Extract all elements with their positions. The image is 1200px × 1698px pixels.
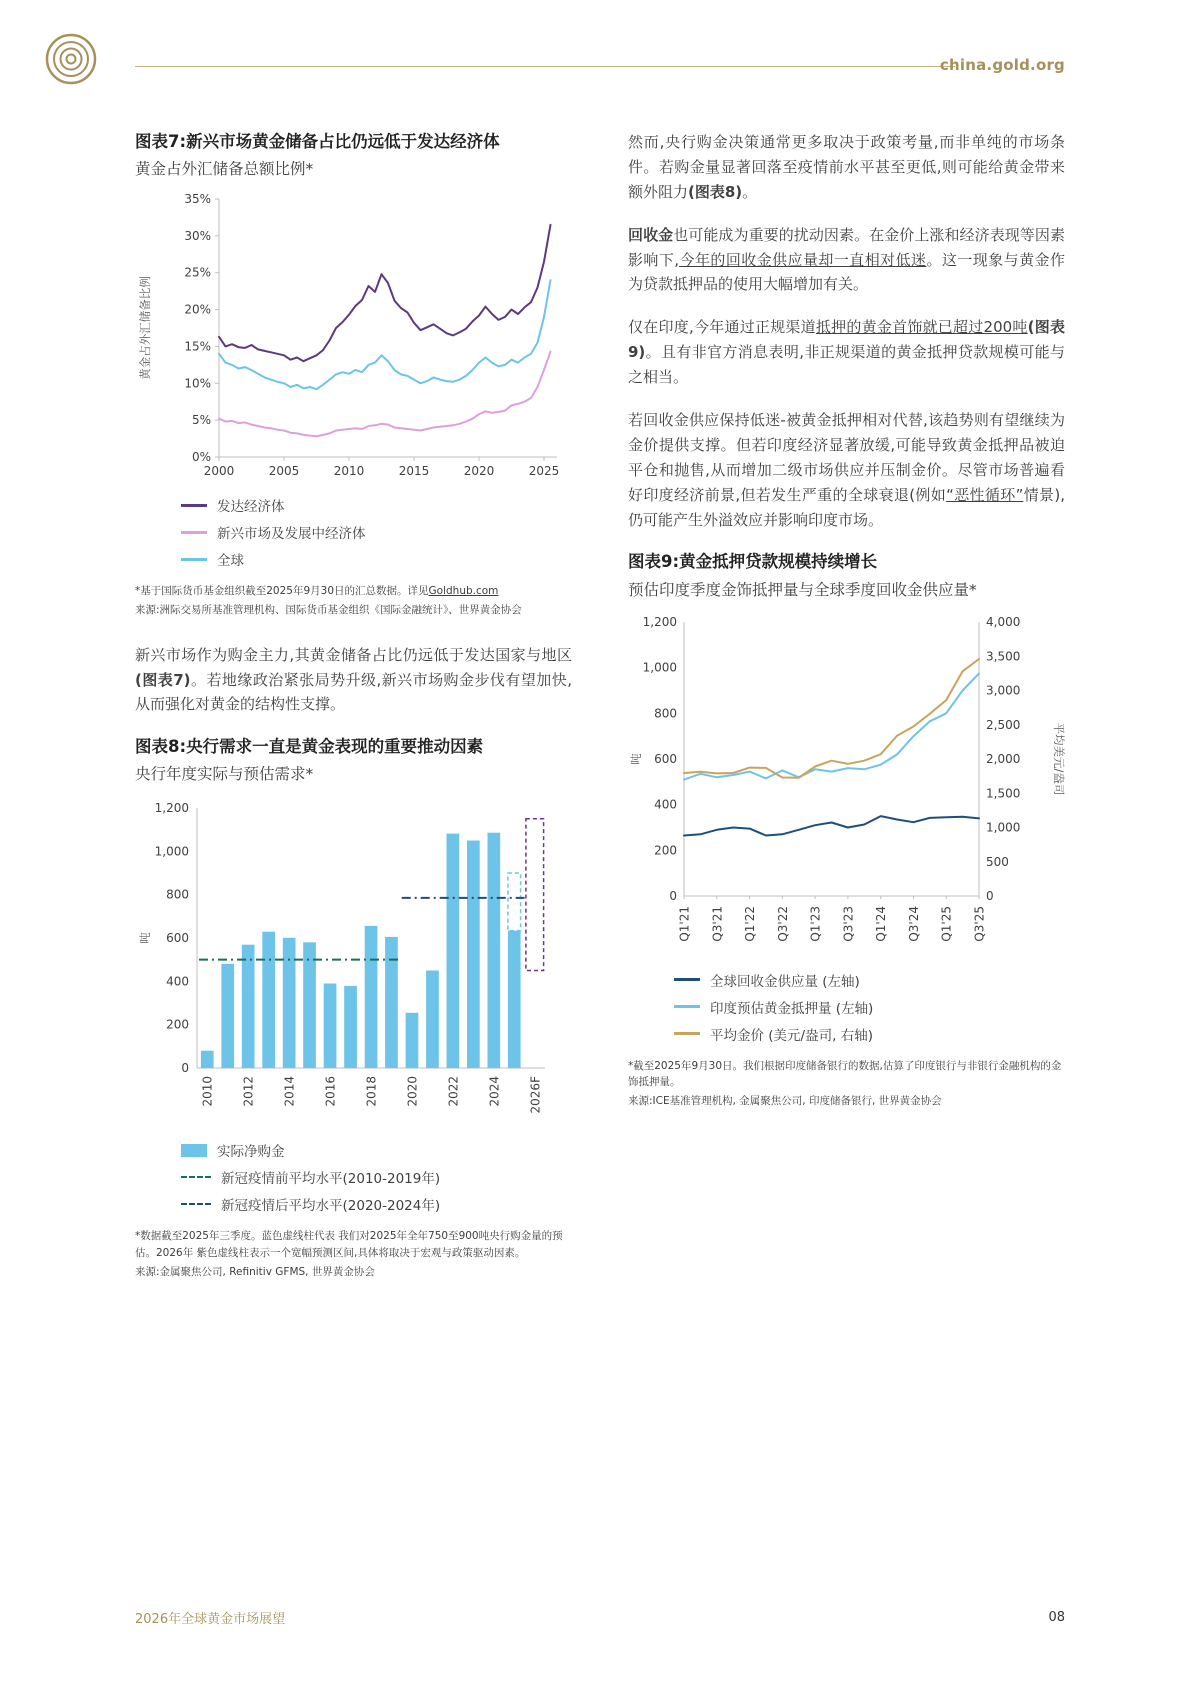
svg-text:1,000: 1,000 — [642, 660, 677, 675]
postcovid-dash-swatch — [181, 1203, 211, 1205]
svg-text:2026F: 2026F — [528, 1076, 543, 1114]
wgc-logo-icon — [44, 32, 98, 86]
svg-text:600: 600 — [166, 931, 189, 946]
chart9-subtitle: 预估印度季度金饰抵押量与全球季度回收金供应量* — [628, 580, 977, 599]
svg-text:0: 0 — [669, 888, 677, 903]
right-column — [628, 130, 1065, 1280]
chart8-footnote-line: *数据截至2025年三季度。蓝色虚线柱代表 我们对2025年全年750至900吨央行购金量的预估。2026年 紫色虚线柱表示一个宽幅预测区间,具体将取决于宏观与政策驱动因素。 — [135, 1230, 563, 1259]
svg-text:Q3'22: Q3'22 — [775, 905, 790, 942]
svg-text:1,200: 1,200 — [154, 801, 189, 816]
goldhub-link[interactable]: Goldhub.com — [428, 585, 499, 598]
svg-text:Q1'25: Q1'25 — [939, 905, 954, 942]
text-segment: 抵押的黄金首饰就已超过200吨 — [815, 318, 1028, 337]
paragraph-cb-policy — [628, 130, 1065, 205]
svg-text:35%: 35% — [184, 192, 211, 207]
legend-india-pledged — [674, 997, 1065, 1017]
header-divider — [135, 66, 955, 67]
legend-actual-net-purchases — [181, 1140, 572, 1160]
svg-text:400: 400 — [166, 974, 189, 989]
svg-text:2018: 2018 — [364, 1076, 379, 1107]
chart7-title: 图表7:新兴市场黄金储备占比仍远低于发达经济体 — [135, 132, 500, 151]
text-segment: 。 — [742, 182, 758, 201]
svg-text:2,500: 2,500 — [986, 717, 1021, 732]
legend-average-gold-price — [674, 1024, 1065, 1044]
legend-postcovid-average — [181, 1194, 572, 1214]
svg-text:2,000: 2,000 — [986, 751, 1021, 766]
svg-text:2005: 2005 — [268, 464, 300, 479]
svg-text:20%: 20% — [184, 302, 211, 317]
page-body — [135, 130, 1065, 1280]
legend-label: 平均金价 (美元/盎司, 右轴) — [710, 1027, 873, 1044]
svg-text:Q3'21: Q3'21 — [710, 905, 725, 942]
legend-developed — [181, 495, 572, 515]
svg-text:黄金占外汇储备比例: 黄金占外汇储备比例 — [138, 276, 152, 380]
svg-text:吨: 吨 — [138, 932, 152, 945]
svg-text:Q3'23: Q3'23 — [841, 905, 856, 942]
footer-page-number: 08 — [1048, 1610, 1065, 1625]
developed-line-swatch — [181, 504, 207, 507]
svg-text:Q1'24: Q1'24 — [874, 905, 889, 942]
svg-text:10%: 10% — [184, 376, 211, 391]
svg-text:4,000: 4,000 — [986, 614, 1021, 629]
svg-text:600: 600 — [654, 751, 677, 766]
chart7-footnote-line — [135, 583, 572, 599]
svg-text:1,500: 1,500 — [986, 785, 1021, 800]
svg-text:0: 0 — [986, 888, 994, 903]
chart7-footnotes — [135, 583, 572, 619]
chart7-block — [135, 130, 572, 619]
legend-precovid-average — [181, 1167, 572, 1187]
svg-text:2025: 2025 — [528, 464, 560, 479]
svg-text:2020: 2020 — [463, 464, 495, 479]
svg-text:Q1'22: Q1'22 — [743, 905, 758, 942]
text-segment: “恶性循环” — [946, 485, 1024, 504]
chart7-canvas — [135, 189, 572, 491]
chart7-legend — [181, 495, 572, 569]
svg-text:Q1'21: Q1'21 — [677, 905, 692, 942]
svg-text:25%: 25% — [184, 265, 211, 280]
chart9-source-line: 来源:ICE基准管理机构, 金属聚焦公司, 印度储备银行, 世界黄金协会 — [628, 1095, 942, 1108]
svg-text:15%: 15% — [184, 339, 211, 354]
chart7-reference: (图表7) — [135, 670, 191, 689]
svg-text:2020: 2020 — [405, 1076, 420, 1107]
svg-text:2010: 2010 — [333, 464, 365, 479]
svg-text:吨: 吨 — [629, 752, 643, 765]
paragraph-em-reserves — [135, 643, 572, 718]
svg-text:2000: 2000 — [203, 464, 235, 479]
emerging-line-swatch — [181, 531, 207, 534]
chart8-reference: (图表8) — [688, 182, 743, 201]
global-line-swatch — [181, 558, 207, 561]
chart8-legend — [181, 1140, 572, 1214]
svg-text:0: 0 — [181, 1061, 189, 1076]
text-segment: 若回收金供应保持低迷-被黄金抵押相对代替,该趋势则有望继续为金价提供支撑。但若印度经济显著放缓,可能导致黄金抵押品被迫平仓和抛售,从而增加二级市场供应并压制金价。尽管市场普遍看好印度经济前景,但若发生严重的全球衰退(例如 — [628, 411, 1065, 504]
chart9-legend — [674, 970, 1065, 1044]
svg-text:Q1'23: Q1'23 — [808, 905, 823, 942]
precovid-dash-swatch — [181, 1176, 211, 1178]
chart7-source-line: 来源:洲际交易所基准管理机构、国际货币基金组织《国际金融统计》、世界黄金协会 — [135, 604, 522, 617]
chart7-subtitle: 黄金占外汇储备总额比例* — [135, 160, 314, 179]
svg-text:2022: 2022 — [446, 1076, 461, 1107]
chart8-canvas — [135, 794, 572, 1136]
site-url-link[interactable]: china.gold.org — [939, 56, 1065, 74]
wgc-logo — [44, 32, 98, 90]
chart8-footnotes — [135, 1228, 572, 1280]
paragraph-india-pledge — [628, 315, 1065, 390]
chart9-canvas — [628, 610, 1065, 966]
legend-label: 新兴市场及发展中经济体 — [217, 526, 366, 543]
recycling-line-swatch — [674, 978, 700, 981]
text-segment: 情景),仍可能产生外溢效应并影响印度市场。 — [628, 485, 1066, 529]
svg-text:2010: 2010 — [200, 1076, 215, 1107]
svg-text:200: 200 — [654, 842, 677, 857]
legend-emerging — [181, 522, 572, 542]
svg-text:2014: 2014 — [282, 1076, 297, 1107]
svg-text:1,000: 1,000 — [154, 844, 189, 859]
chart9-footnotes — [628, 1058, 1065, 1110]
text-segment: 新兴市场作为购金主力,其黄金储备占比仍远低于发达国家与地区 — [135, 645, 572, 664]
legend-label: 全球回收金供应量 (左轴) — [710, 973, 860, 990]
svg-text:2024: 2024 — [487, 1076, 502, 1107]
legend-label: 新冠疫情后平均水平(2020-2024年) — [221, 1198, 441, 1215]
legend-label: 全球 — [217, 553, 244, 570]
chart8-source-line: 来源:金属聚焦公司, Refinitiv GFMS, 世界黄金协会 — [135, 1265, 375, 1278]
chart8-title: 图表8:央行需求一直是黄金表现的重要推动因素 — [135, 737, 484, 757]
gold-price-line-swatch — [674, 1032, 700, 1035]
svg-text:0%: 0% — [191, 450, 211, 465]
svg-text:5%: 5% — [191, 413, 211, 428]
svg-text:800: 800 — [166, 888, 189, 903]
chart9-title: 图表9:黄金抵押贷款规模持续增长 — [628, 552, 878, 572]
legend-label: 实际净购金 — [217, 1144, 285, 1161]
svg-text:30%: 30% — [184, 228, 211, 243]
svg-text:2012: 2012 — [241, 1076, 256, 1107]
text-segment: 然而,央行购金决策通常更多取决于政策考量,而非单纯的市场条件。若购金量显著回落至疫情前水平甚至更低,则可能给黄金带来额外阻力 — [628, 133, 1065, 201]
svg-text:Q3'24: Q3'24 — [906, 905, 921, 942]
svg-text:500: 500 — [986, 854, 1009, 869]
svg-text:平均美元/盎司: 平均美元/盎司 — [1052, 722, 1065, 795]
svg-text:3,500: 3,500 — [986, 648, 1021, 663]
svg-text:1,000: 1,000 — [986, 820, 1021, 835]
text-segment: 也可能成为重要的扰动因素。在金价上涨和经济表现等因素影响下, — [628, 225, 1065, 269]
legend-global — [181, 549, 572, 569]
page-footer — [135, 1608, 1065, 1627]
net-purchases-bar-swatch — [181, 1144, 207, 1157]
svg-text:2015: 2015 — [398, 464, 430, 479]
svg-text:400: 400 — [654, 797, 677, 812]
chart9-reference: (图表9) — [628, 318, 1065, 362]
chart9-footnote-line: *截至2025年9月30日。我们根据印度储备银行的数据,估算了印度银行与非银行金融机构的金饰抵押量。 — [628, 1059, 1062, 1088]
chart8-subtitle: 央行年度实际与预估需求* — [135, 765, 314, 784]
svg-text:200: 200 — [166, 1018, 189, 1033]
paragraph-recycling — [628, 223, 1065, 298]
pledged-line-swatch — [674, 1005, 700, 1008]
footer-report-title: 2026年全球黄金市场展望 — [135, 1612, 286, 1627]
text-segment: *基于国际货币基金组织截至2025年9月30日的汇总数据。详见 — [135, 585, 429, 598]
svg-text:Q3'25: Q3'25 — [972, 905, 987, 942]
chart8-block — [135, 735, 572, 1280]
chart9-block — [628, 550, 1065, 1109]
svg-text:1,200: 1,200 — [642, 614, 677, 629]
text-segment: 回收金 — [628, 225, 674, 244]
text-segment: 。这一现象与黄金作为贷款抵押品的使用大幅增加有关。 — [628, 250, 1065, 294]
legend-label: 发达经济体 — [217, 499, 285, 516]
legend-label: 印度预估黄金抵押量 (左轴) — [710, 1000, 874, 1017]
legend-global-recycling — [674, 970, 1065, 990]
text-segment: 仅在印度,今年通过正规渠道 — [628, 318, 816, 337]
left-column — [135, 130, 572, 1280]
svg-text:2016: 2016 — [323, 1076, 338, 1107]
text-segment: 。若地缘政治紧张局势升级,新兴市场购金步伐有望加快,从而强化对黄金的结构性支撑。 — [135, 670, 572, 714]
svg-text:3,000: 3,000 — [986, 683, 1021, 698]
paragraph-outlook — [628, 408, 1065, 532]
svg-text:800: 800 — [654, 705, 677, 720]
text-segment: 今年的回收金供应量却一直相对低迷 — [679, 250, 927, 269]
legend-label: 新冠疫情前平均水平(2010-2019年) — [221, 1171, 441, 1188]
text-segment: 。且有非官方消息表明,非正规渠道的黄金抵押贷款规模可能与之相当。 — [628, 343, 1065, 387]
